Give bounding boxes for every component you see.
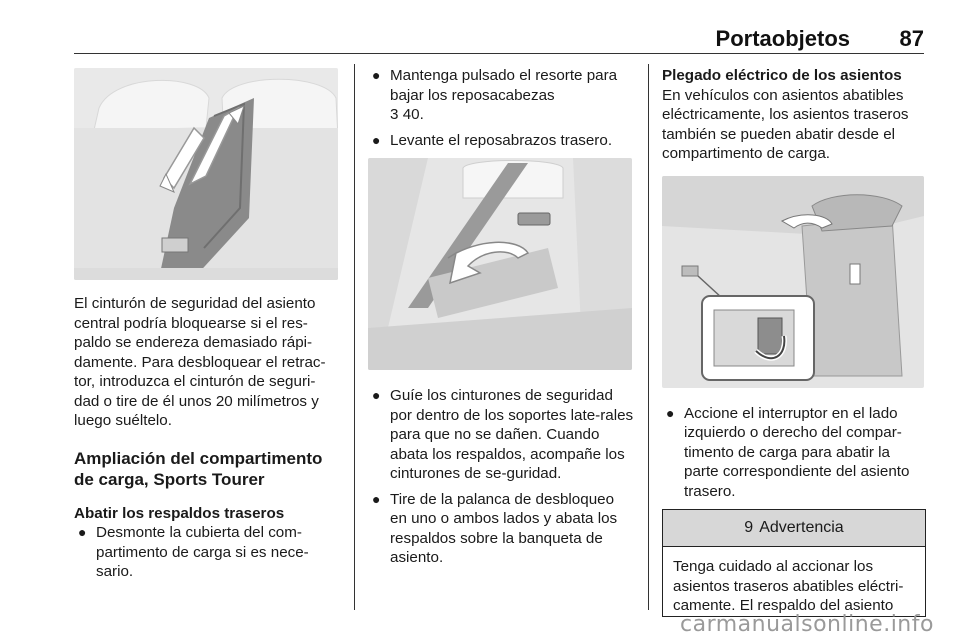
list-item [368, 131, 634, 151]
column-1 [74, 66, 340, 582]
list-item-text: Mantenga pulsado el resorte para bajar los reposacabezas [390, 67, 618, 104]
header-rule [74, 53, 924, 54]
bullet-icon: ● [372, 131, 381, 148]
armrest-illustration [368, 158, 632, 370]
warning-box [662, 509, 926, 617]
headrest-seatbelt-illustration [74, 68, 338, 280]
list-item [368, 66, 634, 125]
list-item [662, 404, 926, 502]
list-item [368, 386, 634, 484]
bullet-icon: ● [372, 387, 381, 403]
list-item-text: Tire de la palanca de desbloqueo en uno o ambos lados y abata los respaldos sobre la banqueta de asiento. [390, 490, 618, 566]
page-reference-icon: 3 [390, 106, 399, 123]
bullet-icon: ● [372, 490, 381, 507]
page-reference: 40. [402, 106, 424, 123]
warning-header [663, 510, 925, 547]
seatbelt-note: El cinturón de seguridad del asiento central podría bloquearse si el res-paldo se endereza demasiado rápi-damente. Para desbloquear el retrac-tor, introduzca el cinturón de seguri-dad o tire de él unos 20 milímetros y luego suéltelo. [74, 295, 326, 429]
bullet-icon: ● [78, 524, 87, 540]
page-number: 87 [899, 26, 924, 51]
power-fold-description: En vehículos con asientos abatibles eléctricamente, los asientos traseros también se pueden abatir desde el compartimento de carga. [662, 86, 909, 162]
warning-title: Advertencia [759, 519, 844, 537]
warning-text: Tenga cuidado al accionar los asientos traseros abatibles eléctri-camente. El respaldo del asiento [673, 558, 904, 614]
bullet-icon: ● [666, 404, 675, 421]
column-divider [648, 64, 649, 610]
list-item-text: Levante el reposabrazos trasero. [390, 131, 613, 149]
cargo-switch-illustration [662, 176, 924, 388]
section-heading: Ampliación del compartimento de carga, Sports Tourer [74, 448, 323, 489]
watermark: carmanualsonline.info [680, 612, 934, 637]
bullet-icon: ● [372, 67, 381, 83]
list-item-text: Desmonte la cubierta del com-partimento de carga si es nece-sario. [96, 524, 309, 580]
column-3 [662, 66, 926, 617]
section-title: Portaobjetos [715, 26, 850, 51]
subsection-heading: Abatir los respaldos traseros [74, 504, 285, 522]
warning-triangle-icon: 9 [744, 519, 754, 537]
section-heading: Plegado eléctrico de los asientos [662, 67, 902, 84]
list-item-text: Accione el interruptor en el lado izquierdo o derecho del compar-timento de carga para abatir la parte correspondiente del asiento trasero. [684, 404, 910, 500]
column-divider [354, 64, 355, 610]
list-item [74, 523, 340, 582]
column-2 [368, 66, 634, 568]
list-item [368, 490, 634, 568]
list-item-text: Guíe los cinturones de seguridad por dentro de los soportes late-rales para que no se dañen. Cuando abata los respaldos, acompañe los cinturones de se-guridad. [390, 387, 634, 482]
